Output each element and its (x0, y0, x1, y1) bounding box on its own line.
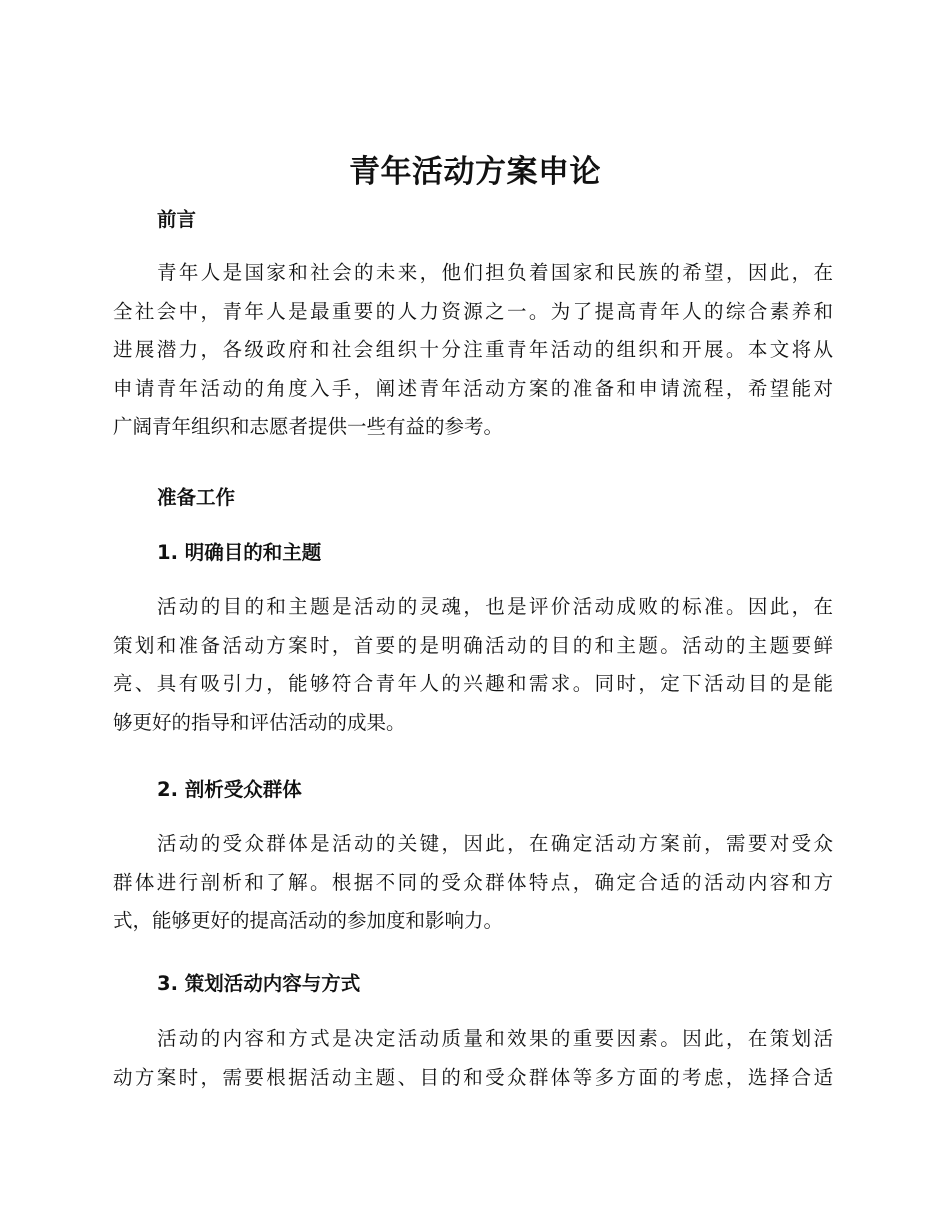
subsection-heading-1: 1. 明确目的和主题 (157, 541, 322, 564)
paragraph-line: 够更好的指导和评估活动的成果。 (113, 710, 406, 734)
paragraph-section-1 (113, 588, 833, 742)
paragraph-line: 活动的受众群体是活动的关键，因此，在确定活动方案前，需要对受众 (157, 832, 833, 855)
paragraph-line: 群体进行剖析和了解。根据不同的受众群体特点，确定合适的活动内容和方 (113, 870, 833, 894)
paragraph-line: 广阔青年组织和志愿者提供一些有益的参考。 (113, 415, 504, 439)
paragraph-line: 策划和准备活动方案时，首要的是明确活动的目的和主题。活动的主题要鲜 (113, 633, 833, 657)
document-title: 青年活动方案申论 (349, 154, 601, 190)
paragraph-line: 亮、具有吸引力，能够符合青年人的兴趣和需求。同时，定下活动目的是能 (113, 672, 833, 696)
paragraph-line: 申请青年活动的角度入手，阐述青年活动方案的准备和申请流程，希望能对 (113, 376, 833, 400)
paragraph-line: 进展潜力，各级政府和社会组织十分注重青年活动的组织和开展。本文将从 (113, 338, 833, 362)
paragraph-line: 活动的内容和方式是决定活动质量和效果的重要因素。因此，在策划活 (157, 1027, 833, 1050)
paragraph-preface (113, 254, 833, 447)
section-heading-preparation: 准备工作 (157, 486, 236, 509)
subsection-heading-2: 2. 剖析受众群体 (157, 778, 302, 801)
paragraph-line: 动方案时，需要根据活动主题、目的和受众群体等多方面的考虑，选择合适 (113, 1065, 833, 1089)
paragraph-line: 青年人是国家和社会的未来，他们担负着国家和民族的希望，因此，在 (157, 261, 833, 284)
paragraph-line: 式，能够更好的提高活动的参加度和影响力。 (113, 909, 504, 933)
paragraph-line: 活动的目的和主题是活动的灵魂，也是评价活动成败的标准。因此，在 (157, 595, 833, 618)
paragraph-line: 全社会中，青年人是最重要的人力资源之一。为了提高青年人的综合素养和 (113, 299, 833, 323)
section-heading-preface: 前言 (157, 208, 197, 231)
paragraph-section-3 (113, 1020, 833, 1097)
paragraph-section-2 (113, 825, 833, 941)
subsection-heading-3: 3. 策划活动内容与方式 (157, 972, 361, 995)
